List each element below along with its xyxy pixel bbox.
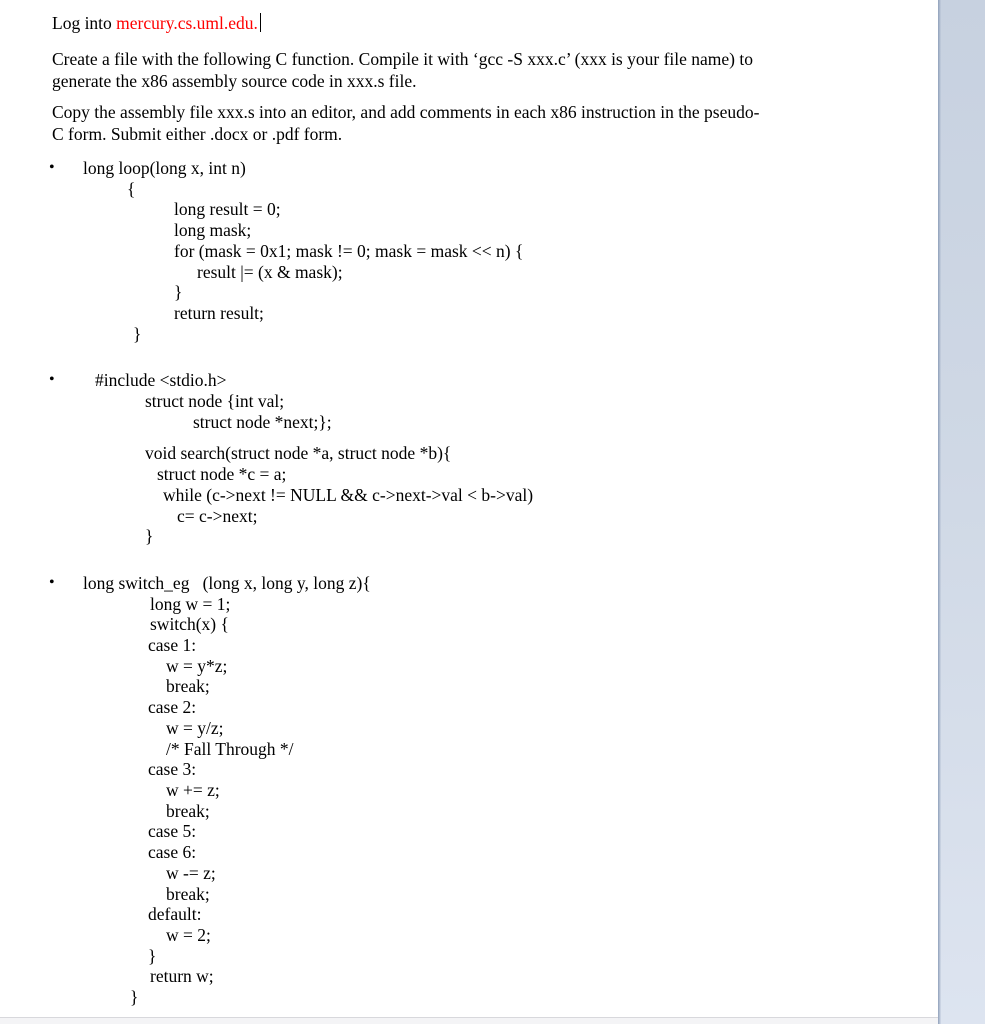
code-line: struct node *next;}; (193, 411, 332, 432)
mercury-url-link[interactable]: mercury.cs.uml.edu. (116, 13, 258, 33)
code-block-search (52, 370, 920, 547)
page-bottom-margin (0, 1017, 938, 1024)
code-line: w -= z; (166, 862, 216, 883)
code-line: } (174, 282, 183, 303)
bullet-switch-function (49, 572, 920, 1008)
code-line: long w = 1; (150, 593, 231, 614)
code-line: struct node {int val; (145, 391, 285, 412)
code-line: return w; (150, 966, 214, 987)
code-line: #include <stdio.h> (95, 370, 227, 391)
code-block-switch (52, 573, 920, 1008)
code-line: case 6: (148, 842, 197, 863)
code-line: case 2: (148, 697, 197, 718)
code-line: w = 2; (166, 924, 211, 945)
code-line: } (148, 945, 157, 966)
code-line: switch(x) { (150, 614, 229, 635)
code-line: w = y/z; (166, 717, 224, 738)
code-line: { (127, 178, 136, 199)
code-line: default: (148, 904, 202, 925)
code-line: break; (166, 800, 210, 821)
code-line: long result = 0; (174, 199, 281, 220)
paragraph-line: Create a file with the following C function. Compile it with ‘gcc -S xxx.c’ (xxx is your file name) to (52, 49, 753, 69)
code-line: case 3: (148, 759, 197, 780)
paragraph-compile-instructions (52, 48, 920, 92)
paragraph-line: C form. Submit either .docx or .pdf form. (52, 124, 343, 144)
code-line: long loop(long x, int n) (83, 158, 246, 178)
bullet-loop-function (49, 158, 920, 344)
code-line: for (mask = 0x1; mask != 0; mask = mask << n) { (174, 240, 524, 261)
code-line: } (130, 987, 139, 1008)
code-line: w += z; (166, 779, 220, 800)
bullet-icon: • (49, 573, 55, 591)
window-background-panel (938, 0, 985, 1024)
code-line: result |= (x & mask); (197, 261, 343, 282)
bullet-search-function (49, 370, 920, 547)
code-block-loop (52, 158, 920, 344)
code-line: long switch_eg (long x, long y, long z){ (83, 572, 371, 593)
code-line: } (133, 323, 142, 344)
code-line: } (145, 526, 154, 547)
code-line: break; (166, 676, 210, 697)
paragraph-line: Copy the assembly file xxx.s into an editor, and add comments in each x86 instruction in the pseudo- (52, 102, 760, 122)
code-line: while (c->next != NULL && c->next->val < b->val) (163, 484, 534, 505)
page-edge-shadow (938, 0, 941, 1024)
code-line: long mask; (174, 220, 252, 241)
bullet-icon: • (49, 371, 55, 389)
code-line: struct node *c = a; (157, 464, 287, 485)
code-line: return result; (174, 302, 264, 323)
code-line: void search(struct node *a, struct node *b){ (145, 443, 452, 464)
paragraph-line: generate the x86 assembly source code in xxx.s file. (52, 71, 417, 91)
paragraph-copy-instructions (52, 101, 920, 145)
code-line: break; (166, 883, 210, 904)
code-line: w = y*z; (166, 655, 228, 676)
text-cursor (260, 13, 262, 32)
code-line: c= c->next; (177, 505, 258, 526)
code-line: /* Fall Through */ (166, 738, 294, 759)
bullet-icon: • (49, 159, 55, 176)
login-text: Log into (52, 13, 117, 33)
paragraph-login (52, 12, 920, 34)
code-line: case 1: (148, 635, 197, 656)
code-line: case 5: (148, 821, 197, 842)
